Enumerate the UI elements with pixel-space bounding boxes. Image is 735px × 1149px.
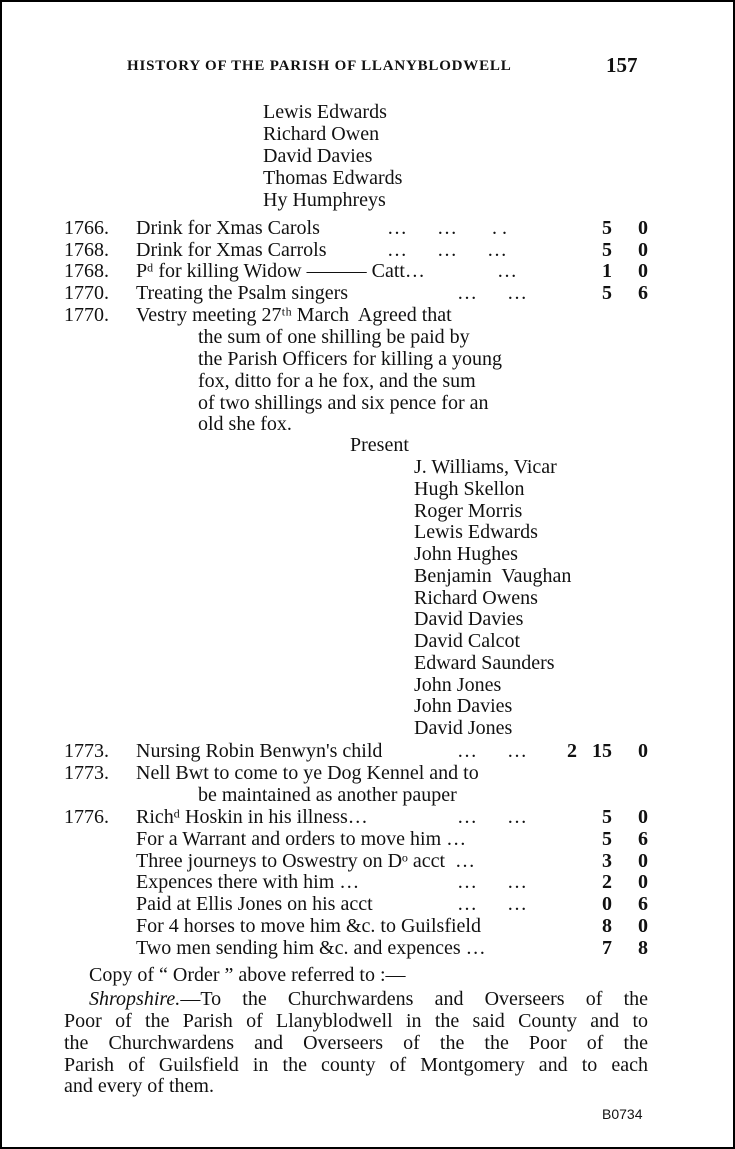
present-name: Richard Owens bbox=[414, 586, 538, 609]
leader-dots: … … bbox=[457, 871, 527, 894]
present-name: J. Williams, Vicar bbox=[414, 456, 557, 478]
present-name: David Davies bbox=[414, 608, 524, 631]
amount-pence: 0 bbox=[638, 740, 648, 762]
order-line: the Churchwardens and Overseers of the the Poor of the bbox=[64, 1032, 648, 1054]
order-line: Poor of the Parish of Llanyblodwell in the said County and to bbox=[64, 1010, 648, 1032]
entry-year: 1773. bbox=[64, 762, 109, 784]
vestry-line: the sum of one shilling be paid by bbox=[198, 326, 470, 348]
amount-pounds: 2 bbox=[567, 740, 577, 762]
entry-year: 1766. bbox=[64, 217, 109, 239]
entry-year: 1768. bbox=[64, 260, 109, 283]
entry-text: Paid at Ellis Jones on his acct bbox=[136, 893, 373, 916]
amount-shillings: 5 bbox=[602, 217, 612, 239]
amount-pence: 0 bbox=[638, 238, 648, 261]
order-text: —To the Churchwardens and Overseers of the bbox=[180, 988, 648, 1010]
leader-dots: … bbox=[497, 260, 517, 283]
present-name: David Calcot bbox=[414, 630, 521, 652]
entry-text: Nursing Robin Benwyn's child bbox=[136, 740, 383, 762]
leader-dots: … … bbox=[457, 282, 527, 305]
amount-pence: 6 bbox=[638, 893, 648, 916]
present-name: Lewis Edwards bbox=[414, 521, 538, 544]
amount-shillings: 5 bbox=[602, 238, 612, 261]
name: Lewis Edwards bbox=[263, 101, 387, 123]
present-name: Hugh Skellon bbox=[414, 477, 525, 500]
name: David Davies bbox=[263, 145, 373, 167]
entry-text: For 4 horses to move him &c. to Guilsfield bbox=[136, 915, 481, 937]
leader-dots: … … bbox=[457, 740, 527, 762]
entry-text: Two men sending him &c. and expences … bbox=[136, 936, 486, 959]
entry-text: Drink for Xmas Carols bbox=[136, 217, 320, 239]
amount-shillings: 8 bbox=[602, 915, 612, 937]
present-name: Roger Morris bbox=[414, 499, 523, 522]
vestry-line: Vestry meeting 27ᵗʰ March Agreed that bbox=[136, 304, 452, 326]
name: Richard Owen bbox=[263, 123, 380, 145]
vestry-line: the Parish Officers for killing a young bbox=[198, 348, 503, 370]
amount-shillings: 15 bbox=[592, 740, 612, 762]
amount-shillings: 1 bbox=[602, 260, 612, 283]
order-heading: Copy of “ Order ” above referred to :— bbox=[89, 964, 406, 986]
present-name: John Jones bbox=[414, 673, 502, 696]
amount-shillings: 5 bbox=[602, 282, 612, 305]
present-label: Present bbox=[350, 434, 409, 456]
amount-pence: 0 bbox=[638, 849, 648, 872]
amount-shillings: 3 bbox=[602, 849, 612, 872]
entry-year: 1768. bbox=[64, 238, 109, 261]
name: Thomas Edwards bbox=[263, 167, 403, 189]
leader-dots: … … … bbox=[387, 238, 507, 261]
order-line bbox=[89, 988, 648, 1010]
amount-pence: 6 bbox=[638, 827, 648, 850]
entry-text: Richᵈ Hoskin in his illness… bbox=[136, 806, 368, 828]
entry-text: Drink for Xmas Carrols bbox=[136, 238, 327, 261]
running-header: HISTORY OF THE PARISH OF LLANYBLODWELL bbox=[127, 58, 512, 74]
order-line: Parish of Guilsfield in the county of Montgomery and to each bbox=[64, 1054, 648, 1076]
order-line: and every of them. bbox=[64, 1075, 214, 1097]
amount-pence: 8 bbox=[638, 936, 648, 959]
entry-year: 1770. bbox=[64, 304, 109, 326]
amount-pence: 0 bbox=[638, 871, 648, 894]
entry-year: 1776. bbox=[64, 806, 109, 828]
leader-dots: … … bbox=[457, 806, 527, 828]
entry-text: Expences there with him … bbox=[136, 871, 360, 894]
present-name: John Hughes bbox=[414, 543, 518, 565]
present-name: John Davies bbox=[414, 695, 513, 718]
vestry-line: old she fox. bbox=[198, 413, 292, 435]
amount-shillings: 0 bbox=[602, 893, 612, 916]
amount-shillings: 5 bbox=[602, 827, 612, 850]
leader-dots: … … . . bbox=[387, 217, 507, 239]
entry-text: Treating the Psalm singers bbox=[136, 282, 349, 305]
amount-pence: 0 bbox=[638, 260, 648, 283]
present-name: Edward Saunders bbox=[414, 651, 555, 674]
amount-shillings: 2 bbox=[602, 871, 612, 894]
entry-year: 1770. bbox=[64, 282, 109, 305]
present-name: David Jones bbox=[414, 717, 513, 739]
entry-text: Nell Bwt to come to ye Dog Kennel and to bbox=[136, 762, 479, 784]
vestry-line: of two shillings and six pence for an bbox=[198, 392, 489, 414]
amount-shillings: 7 bbox=[602, 936, 612, 959]
amount-shillings: 5 bbox=[602, 806, 612, 828]
county: Shropshire. bbox=[89, 988, 181, 1010]
entry-text: For a Warrant and orders to move him … bbox=[136, 827, 467, 850]
page-number: 157 bbox=[606, 53, 638, 77]
amount-pence: 0 bbox=[638, 217, 648, 239]
footer-code: B0734 bbox=[602, 1106, 643, 1122]
amount-pence: 6 bbox=[638, 282, 648, 305]
amount-pence: 0 bbox=[638, 806, 648, 828]
entry-text: Three journeys to Oswestry on Dᵒ acct … bbox=[136, 849, 476, 872]
name: Hy Humphreys bbox=[263, 189, 386, 211]
vestry-line: fox, ditto for a he fox, and the sum bbox=[198, 370, 476, 392]
present-name: Benjamin Vaughan bbox=[414, 564, 572, 587]
amount-pence: 0 bbox=[638, 915, 648, 937]
entry-text: Pᵈ for killing Widow ——— Catt… bbox=[136, 260, 425, 283]
leader-dots: … … bbox=[457, 893, 527, 916]
entry-text: be maintained as another pauper bbox=[198, 784, 457, 806]
entry-year: 1773. bbox=[64, 740, 109, 762]
